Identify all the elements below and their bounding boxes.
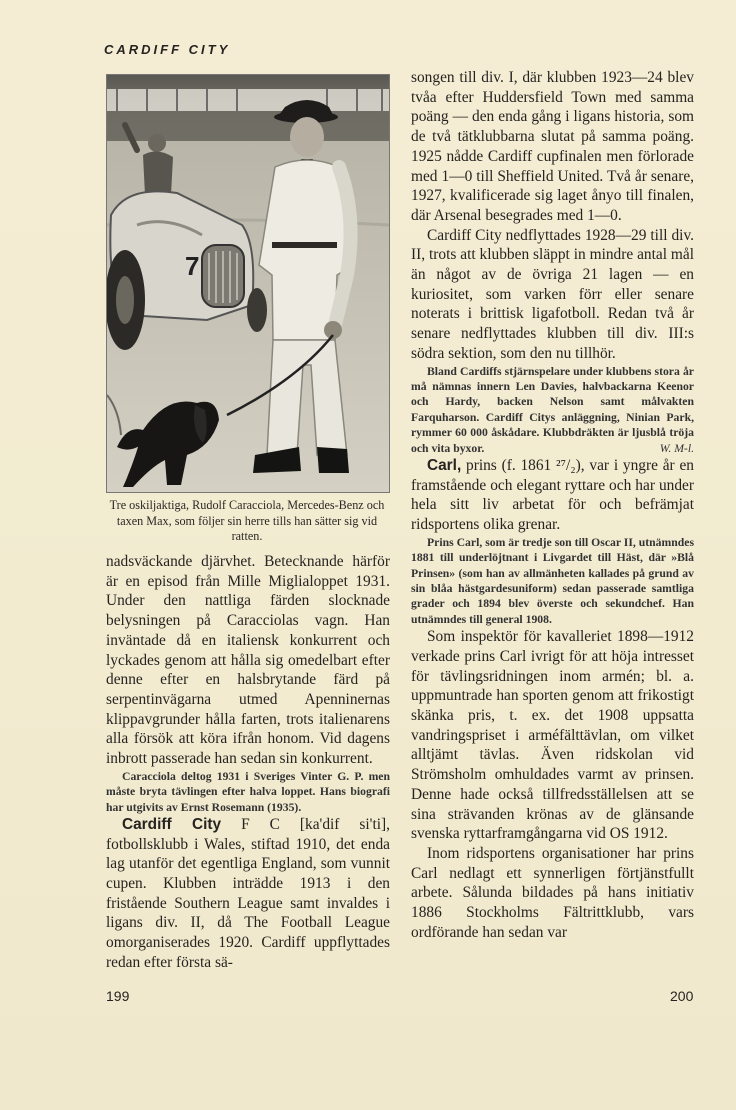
right-column xyxy=(411,68,694,942)
entry-cardiff-city xyxy=(106,815,390,973)
right-paragraph-2: Cardiff City nedflyttades 1928—29 till div. II, trots att klubben släppt in mindre antal mål än något av de övriga 21 lagen — en kuriositet, som varken förr eller senare noterats i brittisk ligafotboll. Redan två år senare nedflyttades klubben till div. III:s södra sektion, som den nu tillhör. xyxy=(411,226,694,362)
photo-caracciola xyxy=(106,74,390,493)
car-number: 7 xyxy=(185,251,200,281)
right-small-paragraph-2: Prins Carl, som är tredje son till Oscar II, utnämndes 1881 till underlöjtnant i Livgardet till Häst, där »Blå Prinsen» (som han av allmänheten kallades på grund av sin blåa hästgardesuniform) sedan passerade samtliga grader och 1894 blev överste och sekundchef. Han utnämndes till general 1908. xyxy=(411,535,694,626)
headword-carl: Carl, xyxy=(427,456,462,474)
entry-cardiff-city-text: F C [ka'dif si'ti], fotbollsklubb i Wales, stiftad 1910, det enda lag utanför det egentliga England, som vunnit cupen. Klubben inträdde 1913 i den fristående Southern League samt invaldes i ligans div. II, då The Football League omorganiserades 1920. Cardiff uppflyttades redan efter första sä- xyxy=(106,815,390,971)
page-number-right: 200 xyxy=(670,988,694,1004)
entry-carl-text: prins (f. 1861 ²⁷/₂), var i yngre år en framstående och elegant ryttare och har under hela sitt liv arbetat för och befrämjat ridsportens olika grenar. xyxy=(411,456,694,534)
left-paragraph-1: nadsväckande djärvhet. Betecknande härför är en episod från Mille Miglialoppet 1931. Under den nattliga färden slocknade belysningen på Caracciolas vagn. Han inväntade då en italiensk konkurrent och lyckades genom att hålla sig omedelbart efter denne efter en halsbrytande färd på serpentinvägarna utmed Apenninernas klippavgrunder hålla farten, trots italienarens alla försök att köra ifrån honom. Vid dagens inbrott passerade han sedan sin konkurrent. xyxy=(106,553,390,768)
left-small-paragraph: Caracciola deltog 1931 i Sveriges Vinter G. P. men måste bryta tävlingen efter halva loppet. Hans biografi har utgivits av Ernst Rosemann (1935). xyxy=(106,769,390,814)
right-small-paragraph xyxy=(411,364,694,456)
star-players-text: Bland Cardiffs stjärnspelare under klubbens stora år må nämnas innern Len Davies, halvbackarna Keenor och Hardy, backen Nelson samt målvakten Farquharson. Cardiff Citys anläggning, Ninian Park, rymmer 60 000 åskådare. Klubbdräkten är ljusblå tröja och vita byxor. xyxy=(411,364,694,455)
page-number-left: 199 xyxy=(106,988,130,1004)
right-paragraph-7: Inom ridsportens organisationer har prins Carl nedlagt ett synnerligen förtjänstfullt arbete. Sålunda bildades på hans initiativ 1886 Stockholms Fältrittklubb, vars ordförande han sedan var xyxy=(411,844,694,941)
photo-illustration xyxy=(107,75,389,492)
right-paragraph-1: songen till div. I, där klubben 1923—24 blev tvåa efter Huddersfield Town med samma poäng — den enda gång i ligans historia, som de två tätklubbarna slutat på samma poäng. 1925 nådde Cardiff cupfinalen men förlorade med 1—0 till Sheffield United. Två år senare, 1927, kvalificerade sig laget ånyo till finalen, där Arsenal besegrades med 1—0. xyxy=(411,69,694,224)
driver-shoe-right xyxy=(317,447,349,473)
photo-caption: Tre oskiljaktiga, Rudolf Caracciola, Mercedes-Benz och taxen Max, som följer sin herre tills han sätter sig vid ratten. xyxy=(109,498,385,544)
right-paragraph-6: Som inspektör för kavalleriet 1898—1912 verkade prins Carl ivrigt för att höja intresset för tävlingsridningen inom armén; bl. a. uppmuntrade han sporten genom att frikostigt skänka pris, t. ex. det 1908 uppsatta vandringspriset i arméfälttävlan, om vilket alltjämt tävlas. Även ridskolan vid Strömsholm omhuldades varmt av prinsen. Denne hade också tillfredsställelsen att se sina strävanden krönas av de glänsande svenska ryttarframgångarna vid OS 1912. xyxy=(411,628,694,843)
author-signature: W. M-l. xyxy=(659,441,694,455)
running-head: CARDIFF CITY xyxy=(104,42,231,57)
headword-cardiff-city: Cardiff City xyxy=(122,815,222,833)
entry-carl xyxy=(411,456,694,535)
left-column xyxy=(106,552,390,973)
